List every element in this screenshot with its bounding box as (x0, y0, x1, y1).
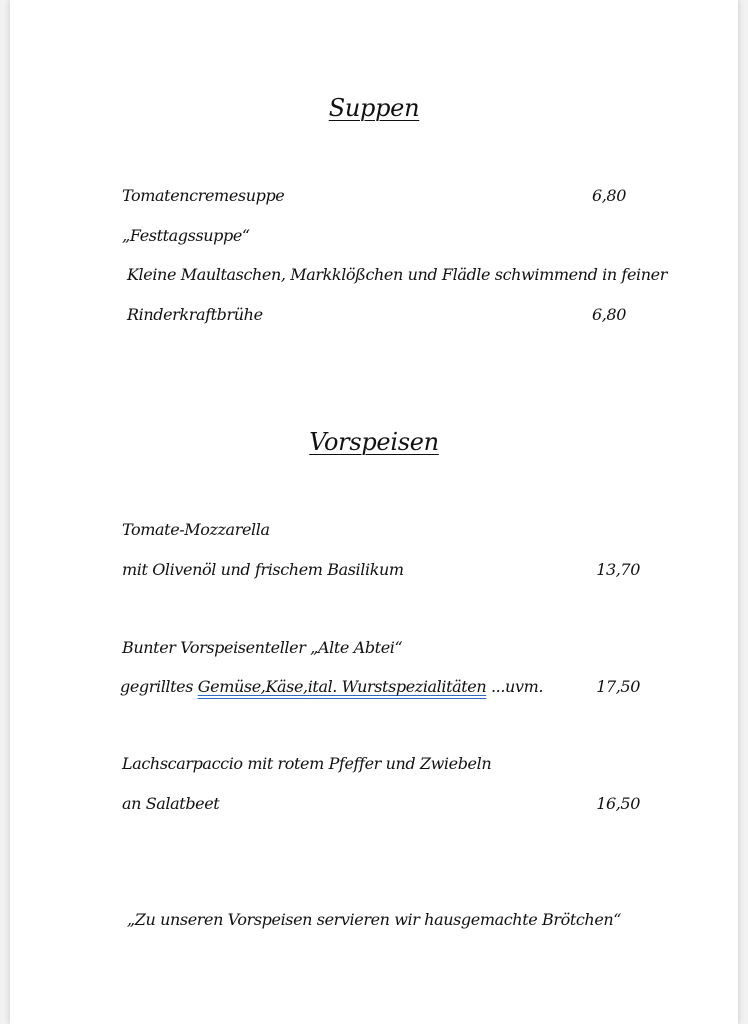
item-price-tomatencremesuppe: 6,80 (591, 186, 626, 205)
item-price-lachscarpaccio: 16,50 (596, 794, 640, 813)
section-title-vorspeisen: Vorspeisen (309, 428, 439, 456)
desc-prefix: gegrilltes (120, 677, 198, 696)
section-title-suppen: Suppen (328, 94, 420, 122)
desc-suffix: ...uvm. (486, 677, 544, 696)
item-desc-festtagssuppe-line1: Kleine Maultaschen, Markklößchen und Flädle schwimmend in feiner (127, 265, 667, 284)
item-desc-lachscarpaccio: an Salatbeet (122, 794, 220, 813)
item-name-tomatencremesuppe: Tomatencremesuppe (122, 186, 285, 205)
menu-page (10, 0, 738, 1024)
item-price-tomate-mozzarella: 13,70 (596, 560, 640, 579)
item-desc-tomate-mozzarella: mit Olivenöl und frischem Basilikum (122, 560, 404, 579)
item-name-festtagssuppe: „Festtagssuppe“ (122, 226, 250, 245)
item-price-festtagssuppe: 6,80 (591, 305, 626, 324)
item-name-vorspeisenteller: Bunter Vorspeisenteller „Alte Abtei“ (122, 638, 403, 657)
item-desc-festtagssuppe-line2: Rinderkraftbrühe (127, 305, 263, 324)
item-desc-vorspeisenteller (120, 677, 543, 696)
item-price-vorspeisenteller: 17,50 (596, 677, 640, 696)
item-name-lachscarpaccio: Lachscarpaccio mit rotem Pfeffer und Zwiebeln (122, 754, 492, 773)
item-name-tomate-mozzarella: Tomate-Mozzarella (122, 520, 270, 539)
spellcheck-word-wurstspezialitaeten[interactable]: ital. Wurstspezialitäten (307, 677, 487, 696)
spellcheck-word-gemuese-kaese[interactable]: Gemüse,Käse, (197, 677, 308, 696)
footer-note: „Zu unseren Vorspeisen servieren wir hausgemachte Brötchen“ (126, 910, 622, 929)
